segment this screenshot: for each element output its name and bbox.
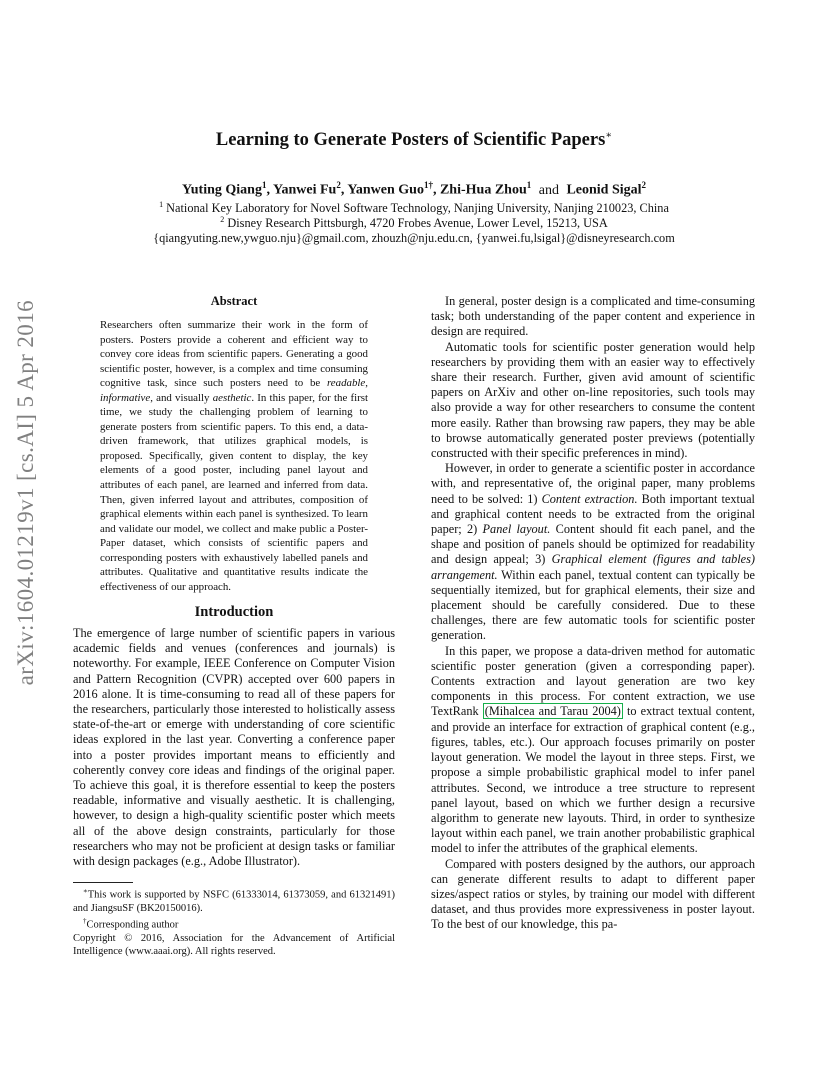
paper-title: Learning to Generate Posters of Scientific Papers∗: [215, 130, 613, 151]
abstract-text: Researchers often summarize their work in the form of posters. Posters provide a coherent and efficient way to convey core ideas from scientific papers. Generating a good scientific poster, however, is a complex and time consuming cognitive task, since such posters need to be readable, informative, and visually aesthetic. In this paper, for the first time, we study the challenging problem of learning to generate posters from scientific papers. To this end, a data-driven framework, that utilizes graphical models, is proposed. Specifically, given content to display, the key elements of a good poster, including panel layout and attributes of each panel, are learned and inferred from data. Then, given inferred layout and attributes, composition of graphical elements within each panel is synthesized. To learn and validate our model, we collect and make public a Poster-Paper dataset, which consists of scientific papers and corresponding posters with exhaustively labelled panels and attributes. Qualitative and quantitative results indicate the effectiveness of our approach.: [100, 319, 368, 593]
abstract-heading: Abstract: [210, 294, 258, 308]
author-name: Yanwen Guo: [347, 182, 424, 198]
footnote-corresponding: †Corresponding author: [83, 916, 179, 931]
copyright-notice: Copyright © 2016, Association for the Advancement of Artificial Intelligence (www.aaai.org). All rights reserved.: [73, 932, 395, 957]
title-footnote-mark: ∗: [605, 130, 613, 141]
author-name: Leonid Sigal: [566, 182, 642, 198]
arxiv-identifier: arXiv:1604.01219v1 [cs.AI] 5 Apr 2016: [13, 300, 38, 686]
footnote-funding: ∗This work is supported by NSFC (61333014, 61373059, and 61321491) and JiangsuSF (BK20150016).: [73, 887, 395, 914]
author-name: Yuting Qiang: [181, 182, 262, 198]
author-list: Yuting Qiang$^1$, Yanwei Fu$^2$, Yanwen Guo$^{1\dagger}$, Zhi-Hua Zhou$^1$ and Leonid Sigal$^2$: [181, 180, 647, 198]
citation-link[interactable]: (Mihalcea and Tarau 2004): [484, 704, 621, 719]
and-word: and: [538, 182, 559, 198]
paragraph: Automatic tools for scientific poster generation would help researchers by providing them with an easier way to effectively share their research. Further, given avid amount of scientific papers on ArXiv and other on-line repositories, such tools may also provide a way for other researchers to consume the content more easily. Rather than browsing raw papers, they may be able to browse automatically generated poster previews (potentially constructed with their specific preferences in mind).: [431, 339, 755, 461]
paragraph: Compared with posters designed by the authors, our approach can generate different results to adapt to different paper sizes/aspect ratios or styles, by training our model with different dataset, and thus provides more expressiveness in poster layout. To the best of our knowledge, this pa-: [431, 856, 755, 932]
footnote-divider: [73, 882, 133, 883]
introduction-heading: Introduction: [194, 604, 274, 620]
paragraph: However, in order to generate a scientific poster in accordance with, and representative of, the original paper, many problems need to be solved: 1) Content extraction. Both important textual and graphical content needs to be extracted from the original paper; 2) Panel layout. Content should fit each panel, and the shape and position of panels should be optimized for readability and design appeal; 3) Graphical element (figures and tables) arrangement. Within each panel, textual content can typically be sequentially itemized, but for graphical elements, their size and placement should be carefully considered. Due to these challenges, there are few automatic tools for scientific poster generation.: [431, 461, 756, 643]
author-name: Zhi-Hua Zhou: [439, 182, 527, 198]
paragraph: The emergence of large number of scientific papers in various academic fields and venues (conferences and journals) is noteworthy. For example, IEEE Conference on Computer Vision and Pattern Recognition (CVPR) accepted over 600 papers in 2016 alone. It is time-consuming to read all of these papers for the researchers, particularly those interested to holistically assess state-of-the-art or emerge with understanding of core scientific ideas explored in the last year. Converting a conference paper into a poster provides important means to efficiently and coherently convey core ideas and findings of the original paper. To achieve this goal, it is therefore essential to keep the posters readable, informative and visually aesthetic. It is challenging, however, to design a high-quality scientific poster which meets all of the above design constraints, particularly for those researchers who may not be proficient at design tasks or familiar with design packages (e.g., Adobe Illustrator).: [73, 626, 395, 869]
author-emails: {qiangyuting.new,ywguo.nju}@gmail.com, zhouzh@nju.edu.cn, {yanwei.fu,lsigal}@disneyresearch.com: [153, 231, 675, 245]
footnotes: [73, 885, 395, 958]
author-name: Yanwei Fu: [272, 182, 337, 198]
affiliation-1: $^1$ National Key Laboratory for Novel Software Technology, Nanjing University, Nanjing 210023, China: [159, 200, 669, 216]
right-column-text: [431, 294, 755, 933]
paragraph: In this paper, we propose a data-driven method for automatic scientific poster generation (given a corresponding paper). Contents extraction and layout generation are two key components in this process. For content extraction, we use TextRank (Mihalcea and Tarau 2004) to extract textual content, and provide an interface for extraction of graphical content (e.g., figures, tables, etc.). Our approach focuses primarily on poster layout generation. We model the layout in three steps. First, we propose a simple probabilistic graphical model to infer panel attributes. Second, we introduce a tree structure to represent panel layout, based on which we further design a recursive algorithm to generate new layouts. Third, in order to synthesize layout within each panel, we train another probabilistic graphical model to infer the attributes of the graphical elements.: [431, 643, 755, 856]
introduction-text: [73, 626, 395, 869]
paragraph: In general, poster design is a complicated and time-consuming task; both understanding of the paper content and experience in design are required.: [431, 294, 755, 339]
affiliation-2: $^2$ Disney Research Pittsburgh, 4720 Frobes Avenue, Lower Level, 15213, USA: [220, 215, 608, 231]
